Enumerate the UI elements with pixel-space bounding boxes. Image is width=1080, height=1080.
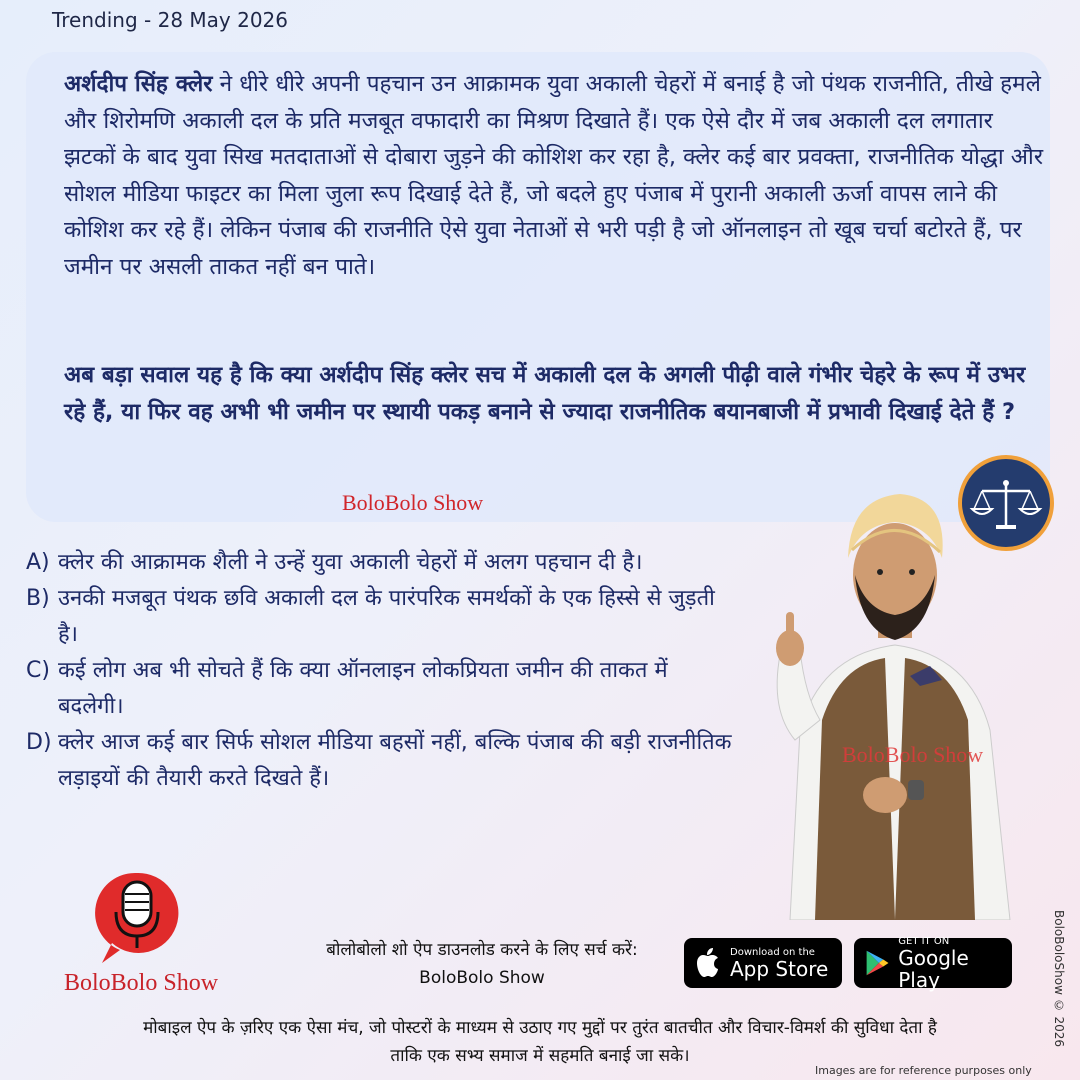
disclaimer: Images are for reference purposes only xyxy=(815,1064,1032,1077)
option-letter: C) xyxy=(26,658,50,683)
brand-name: BoloBolo Show xyxy=(342,490,484,515)
person-illustration xyxy=(760,480,1030,920)
article-body xyxy=(64,66,1044,285)
option-text: उनकी मजबूत पंथक छवि अकाली दल के पारंपरिक समर्थकों के एक हिस्से से जुड़ती है। xyxy=(58,586,715,647)
option-text: क्लेर आज कई बार सिर्फ सोशल मीडिया बहसों नहीं, बल्कि पंजाब की बड़ी राजनीतिक लड़ाइयों की तैयारी करते दिखते हैं। xyxy=(58,730,732,791)
option-c xyxy=(26,653,766,725)
options-list xyxy=(26,545,766,797)
article-lead-name: अर्शदीप सिंह क्लेर xyxy=(64,71,213,97)
google-play-icon xyxy=(864,947,890,979)
option-a xyxy=(26,545,766,581)
option-text: कई लोग अब भी सोचते हैं कि क्या ऑनलाइन लोकप्रियता जमीन की ताकत में बदलेगी। xyxy=(58,658,668,719)
option-letter: A) xyxy=(26,550,50,575)
gplay-small-text: GET IT ON xyxy=(898,935,950,947)
apple-icon xyxy=(694,947,722,979)
article-text: ने धीरे धीरे अपनी पहचान उन आक्रामक युवा अकाली चेहरों में बनाई है जो पंथक राजनीति, तीखे हमले और शिरोमणि अकाली दल के प्रति मजबूत वफादारी का मिश्रण दिखाते हैं। एक ऐसे दौर में जब अकाली दल लगातार झटकों के बाद युवा सिख मतदाताओं से दोबारा जुड़ने की कोशिश कर रहा है, क्लेर कई बार प्रवक्ता, राजनीतिक योद्धा और सोशल मीडिया फाइटर का मिला जुला रूप दिखाई देते हैं, जो बदले हुए पंजाब में पुरानी अकाली ऊर्जा वापस लाने की कोशिश कर रहे हैं। लेकिन पंजाब की राजनीति ऐसे युवा नेताओं से भरी पड़ी है जो ऑनलाइन तो खूब चर्चा बटोरते हैं, पर जमीन पर असली ताकत नहीं बन पाते। xyxy=(64,71,1044,280)
option-letter: B) xyxy=(26,586,50,611)
appstore-small-text: Download on the xyxy=(730,946,815,958)
copyright: BoloBoloShow © 2026 xyxy=(1052,910,1066,1048)
option-text: क्लेर की आक्रामक शैली ने उन्हें युवा अकाली चेहरों में अलग पहचान दी है। xyxy=(58,550,643,575)
footer-text xyxy=(30,1014,1050,1070)
option-letter: D) xyxy=(26,730,52,755)
brand-watermark: BoloBolo Show xyxy=(842,742,984,767)
article-question: अब बड़ा सवाल यह है कि क्या अर्शदीप सिंह क्लेर सच में अकाली दल के अगली पीढ़ी वाले गंभीर चेहरे के रूप में उभर रहे हैं, या फिर वह अभी भी जमीन पर स्थायी पकड़ बनाने से ज्यादा राजनीतिक बयानबाजी में प्रभावी दिखाई देते हैं ? xyxy=(64,362,1026,425)
app-store-button[interactable] xyxy=(684,938,842,988)
footer-line1: मोबाइल ऐप के ज़रिए एक ऐसा मंच, जो पोस्टरों के माध्यम से उठाए गए मुद्दों पर तुरंत बातचीत और विचार-विमर्श की सुविधा देता है xyxy=(143,1018,937,1038)
download-prompt xyxy=(292,936,672,992)
footer-line2: ताकि एक सभ्य समाज में सहमति बनाई जा सके। xyxy=(390,1046,690,1066)
download-prompt-line2: BoloBolo Show xyxy=(419,968,545,988)
google-play-button[interactable] xyxy=(854,935,1012,992)
trending-date: Trending - 28 May 2026 xyxy=(52,8,289,32)
option-b xyxy=(26,581,766,653)
download-prompt-line1: बोलोबोलो शो ऐप डाउनलोड करने के लिए सर्च करें: xyxy=(326,940,638,960)
microphone-icon xyxy=(92,868,182,968)
logo-text: BoloBolo Show xyxy=(64,970,219,996)
appstore-big-text: App Store xyxy=(730,956,829,981)
option-d xyxy=(26,725,766,797)
gplay-big-text: Google Play xyxy=(898,945,969,992)
